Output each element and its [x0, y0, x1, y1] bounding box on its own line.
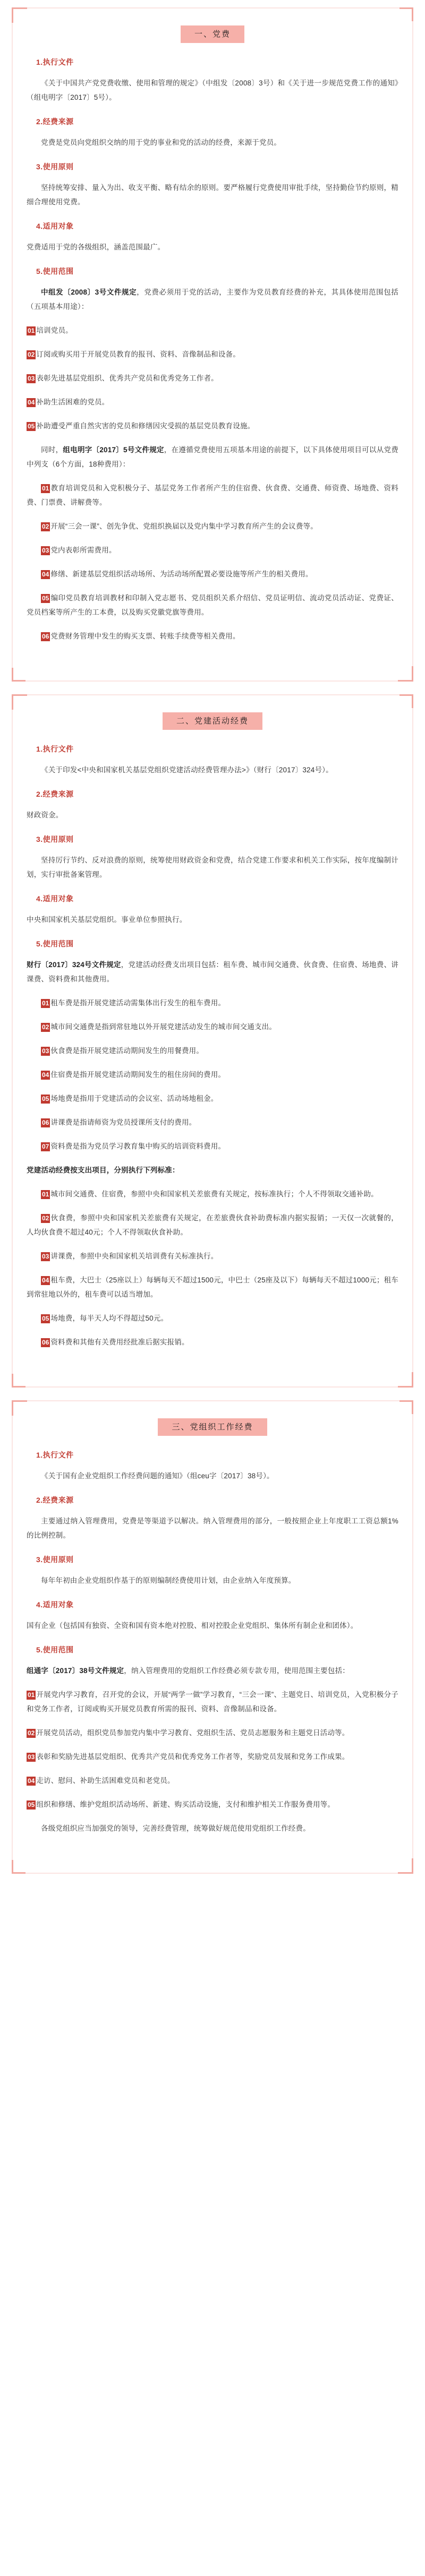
item-text: 编印党员教育培训教材和印制入党志愿书、党员组织关系介绍信、党员证明信、流动党员活动证、党费证、党员档案等所产生的工本费，以及购买党徽党旗等费用。	[27, 594, 398, 616]
document-reference: 中组发〔2008〕3号文件规定	[41, 288, 137, 296]
paragraph-text: 党费适用于党的各级组织，涵盖范围最广。	[27, 243, 165, 251]
body-paragraph	[27, 1469, 398, 1483]
paragraph-text: ，党费必须用于党的活动，主要作为党员教育经费的补充，其具体使用范围包括（五项基本用途）：	[27, 288, 399, 311]
item-text: 租车费是指开展党建活动需集体出行发生的租车费用。	[50, 999, 226, 1007]
body-paragraph	[27, 958, 398, 986]
card-corner-top-right	[400, 694, 413, 708]
section-title: 二、党建活动经费	[163, 712, 262, 730]
item-number-badge: 01	[42, 1000, 49, 1007]
item-text: 资料费和其他有关费用经批准后据实报销。	[50, 1338, 189, 1346]
item-text: 走访、慰问、补助生活困难党员和老党员。	[36, 1777, 175, 1785]
item-number-badge: 05	[28, 1801, 35, 1808]
card-bottom-spacer	[27, 1359, 398, 1373]
item-number-badge: 01	[28, 1691, 35, 1699]
item-text: 场地费是指用于党建活动的会议室、活动场地租金。	[50, 1095, 218, 1102]
body-paragraph	[27, 1618, 398, 1633]
item-text: 城市间交通费是指到常驻地以外开展党建活动发生的城市间交通支出。	[50, 1023, 277, 1031]
numbered-item	[27, 1335, 398, 1349]
sub-heading: 1.执行文件	[36, 745, 74, 753]
item-text: 讲课费是指请师资为党员授课所支付的费用。	[50, 1118, 197, 1126]
body-paragraph	[27, 135, 398, 150]
body-paragraph	[27, 443, 398, 471]
item-text: 表彰先进基层党组织、优秀共产党员和优秀党务工作者。	[36, 374, 218, 382]
numbered-item	[27, 1273, 398, 1302]
numbered-item	[27, 347, 398, 361]
sub-heading: 5.使用范围	[36, 940, 74, 948]
numbered-item	[27, 591, 398, 619]
numbered-item	[27, 1211, 398, 1239]
paragraph-text: 中央和国家机关基层党组织。事业单位参照执行。	[27, 916, 187, 924]
body-paragraph	[27, 763, 398, 777]
numbered-item	[27, 1115, 398, 1130]
paragraph-text: 《关于中国共产党党费收缴、使用和管理的规定》（中组发〔2008〕3号）和《关于进一步规范党费工作的通知》（组电明字〔2017〕5号）。	[27, 79, 398, 101]
card-corner-top-right	[400, 1400, 413, 1414]
item-text: 伙食费，参照中央和国家机关差旅费有关规定，在差旅费伙食补助费标准内据实报销；一天仅一次就餐的，人均伙食费不超过40元；个人不得领取伙食补助。	[27, 1214, 398, 1236]
item-number-badge: 06	[42, 1339, 49, 1346]
numbered-item	[27, 419, 398, 433]
numbered-item	[27, 371, 398, 385]
sub-heading: 4.适用对象	[36, 222, 74, 230]
item-number-badge: 02	[42, 1023, 49, 1031]
item-text: 补助遭受严重自然灾害的党员和修缮因灾受损的基层党员教育设施。	[36, 422, 255, 430]
paragraph-text: 坚持厉行节约、反对浪费的原则，统筹使用财政资金和党费，结合党建工作要求和机关工作实际，按年度编制计划，实行审批备案管理。	[27, 856, 398, 878]
item-text: 表彰和奖励先进基层党组织、优秀共产党员和优秀党务工作者等，奖励党员发展和党务工作成果。	[36, 1753, 350, 1761]
section-title: 三、党组织工作经费	[158, 1418, 267, 1436]
item-text: 开展党内学习教育，召开党的会议，开展“两学一做”学习教育，“三会一课”、主题党日、培训党员，入党积极分子和党务工作者，订阅或购买开展党员教育所需的报刊、资料、音像制品和设备。	[27, 1691, 398, 1713]
paragraph-text: 各级党组织应当加强党的领导，完善经费管理，统筹做好规范使用党组织工作经费。	[41, 1824, 310, 1832]
numbered-item	[27, 1067, 398, 1082]
section-title: 一、党费	[181, 25, 244, 43]
numbered-item	[27, 1187, 398, 1201]
item-number-badge: 07	[42, 1143, 49, 1150]
item-number-badge: 03	[42, 1253, 49, 1260]
item-number-badge: 02	[28, 351, 35, 358]
card-corner-bottom-left	[12, 668, 26, 682]
body-paragraph	[27, 912, 398, 927]
numbered-item	[27, 567, 398, 581]
item-number-badge: 05	[28, 423, 35, 430]
item-number-badge: 04	[42, 1071, 49, 1079]
item-number-badge: 02	[42, 1214, 49, 1222]
document-reference: 财行〔2017〕324号文件规定	[27, 961, 121, 969]
paragraph-text: 坚持统筹安排、量入为出、收支平衡、略有结余的原则。要严格履行党费使用审批手续，坚持勤俭节约原则，精细合理使用党费。	[27, 184, 398, 206]
section-card	[12, 7, 413, 682]
numbered-item	[27, 1311, 398, 1325]
numbered-item	[27, 1773, 398, 1788]
item-number-badge: 04	[42, 1277, 49, 1284]
item-text: 开展“三会一课”、创先争优、党组织换届以及党内集中学习教育所产生的会议费等。	[50, 522, 318, 530]
numbered-item	[27, 629, 398, 643]
item-number-badge: 03	[42, 1047, 49, 1055]
numbered-item	[27, 395, 398, 409]
sub-heading: 4.适用对象	[36, 1600, 74, 1609]
item-text: 党费财务管理中发生的购买支票、转账手续费等相关费用。	[50, 632, 240, 640]
body-paragraph	[27, 853, 398, 882]
numbered-item	[27, 1797, 398, 1812]
numbered-item	[27, 1139, 398, 1153]
item-text: 培训党员。	[36, 326, 73, 334]
document-reference: 党建活动经费按支出项目，分别执行下列标准：	[27, 1166, 180, 1174]
card-corner-top-right	[400, 7, 413, 21]
numbered-item	[27, 519, 398, 533]
sub-heading: 5.使用范围	[36, 267, 74, 275]
numbered-item	[27, 996, 398, 1010]
numbered-item	[27, 1726, 398, 1740]
section-banner-wrapper	[27, 712, 398, 730]
paragraph-text: 《关于印发<中央和国家机关基层党组织党建活动经费管理办法>》（财行〔2017〕324号）。	[41, 766, 333, 774]
document-reference: 组通字〔2017〕38号文件规定	[27, 1667, 124, 1675]
item-text: 讲课费，参照中央和国家机关培训费有关标准执行。	[50, 1252, 218, 1260]
paragraph-text: 主要通过纳入管理费用，党费是等渠道予以解决。纳入管理费用的部分，一般按照企业上年度职工工资总额1%的比例控制。	[27, 1517, 398, 1539]
sub-heading: 5.使用范围	[36, 1645, 74, 1654]
body-paragraph	[27, 76, 398, 105]
item-text: 党内表彰所需费用。	[50, 546, 116, 554]
section-banner-wrapper	[27, 1418, 398, 1436]
numbered-item	[27, 1750, 398, 1764]
item-number-badge: 05	[42, 1095, 49, 1102]
paragraph-text: ，纳入管理费用的党组织工作经费必须专款专用，使用范围主要包括：	[124, 1667, 350, 1675]
numbered-item	[27, 323, 398, 338]
item-text: 订阅或购买用于开展党员教育的报刊、资料、音像制品和设备。	[36, 350, 240, 358]
section-card	[12, 694, 413, 1388]
paragraph-text: 《关于国有企业党组织工作经费问题的通知》（组ceu字〔2017〕38号）。	[41, 1472, 274, 1480]
numbered-item	[27, 1044, 398, 1058]
body-paragraph	[27, 1573, 398, 1588]
item-text: 资料费是指为党员学习教育集中购买的培训资料费用。	[50, 1142, 226, 1150]
item-number-badge: 03	[28, 1753, 35, 1761]
sub-heading: 2.经费来源	[36, 790, 74, 798]
sub-heading: 4.适用对象	[36, 894, 74, 903]
sub-heading: 1.执行文件	[36, 1451, 74, 1459]
paragraph-text: 每年年初由企业党组织作基于的原则编制经费使用计划，由企业纳入年度预算。	[41, 1576, 296, 1584]
item-number-badge: 02	[42, 523, 49, 530]
item-number-badge: 03	[28, 375, 35, 382]
paragraph-text: ，党建活动经费支出项目包括：租车费、城市间交通费、伙食费、住宿费、场地费、讲课费、资料费和其他费用。	[27, 961, 398, 983]
numbered-item	[27, 543, 398, 557]
item-text: 教育培训党员和入党积极分子、基层党务工作者所产生的住宿费、伙食费、交通费、师资费、场地费、资料费、门票费、讲解费等。	[27, 484, 398, 506]
item-text: 组织和修缮、维护党组织活动场所、新建、购买活动设施，支付和维护相关工作服务费用等。	[36, 1800, 335, 1808]
sub-heading: 3.使用原则	[36, 1555, 74, 1564]
item-text: 开展党员活动，组织党员参加党内集中学习教育、党组织生活、党员志愿服务和主题党日活动等。	[36, 1729, 350, 1737]
item-number-badge: 01	[28, 327, 35, 334]
paragraph-text: 国有企业（包括国有独资、全资和国有资本绝对控股、相对控股企业党组织、集体所有制企业和团体）。	[27, 1622, 358, 1630]
item-text: 住宿费是指开展党建活动期间发生的租住房间的费用。	[50, 1071, 226, 1079]
section-banner-wrapper	[27, 25, 398, 43]
item-number-badge: 04	[28, 399, 35, 406]
item-number-badge: 05	[42, 595, 49, 602]
body-paragraph	[27, 1664, 398, 1678]
body-paragraph	[27, 1514, 398, 1543]
numbered-item	[27, 1687, 398, 1716]
body-paragraph	[27, 1821, 398, 1836]
item-text: 补助生活困难的党员。	[36, 398, 109, 406]
sub-heading: 2.经费来源	[36, 1496, 74, 1504]
body-paragraph	[27, 1163, 398, 1177]
card-corner-bottom-left	[12, 1860, 26, 1874]
body-paragraph	[27, 180, 398, 209]
item-number-badge: 02	[28, 1729, 35, 1737]
body-paragraph	[27, 285, 398, 314]
sub-heading: 2.经费来源	[36, 117, 74, 126]
item-number-badge: 05	[42, 1315, 49, 1322]
item-number-badge: 06	[42, 1119, 49, 1126]
item-text: 租车费，大巴士（25座以上）每辆每天不超过1500元，中巴士（25座及以下）每辆每天不超过1000元；租车到常驻地以外的，租车费可以适当增加。	[27, 1276, 398, 1298]
item-number-badge: 01	[42, 485, 49, 492]
card-bottom-spacer	[27, 1845, 398, 1859]
item-text: 城市间交通费、住宿费，参照中央和国家机关差旅费有关规定，按标准执行；个人不得领取交通补助。	[50, 1190, 378, 1198]
paragraph-text: 党费是党员向党组织交纳的用于党的事业和党的活动的经费，来源于党员。	[41, 139, 282, 147]
sub-heading: 3.使用原则	[36, 835, 74, 843]
sub-heading: 1.执行文件	[36, 58, 74, 66]
section-card	[12, 1400, 413, 1874]
card-bottom-spacer	[27, 653, 398, 667]
item-text: 修缮、新建基层党组织活动场所、为活动场所配置必要设施等所产生的相关费用。	[50, 570, 313, 578]
body-paragraph	[27, 808, 398, 822]
item-number-badge: 04	[28, 1777, 35, 1785]
document-reference: 组电明字〔2017〕5号文件规定	[63, 446, 164, 454]
item-number-badge: 04	[42, 571, 49, 578]
paragraph-text: 财政资金。	[27, 811, 63, 819]
item-text: 场地费，每半天人均不得超过50元。	[50, 1314, 168, 1322]
numbered-item	[27, 1091, 398, 1106]
numbered-item	[27, 1249, 398, 1263]
item-text: 伙食费是指开展党建活动期间发生的用餐费用。	[50, 1047, 204, 1055]
numbered-item	[27, 481, 398, 510]
paragraph-prefix: 同时，	[41, 446, 63, 454]
item-number-badge: 03	[42, 547, 49, 554]
paragraph-text: ，在遵循党费使用五项基本用途的前提下，以下具体使用项目可以从党费中列支（6个方面，18种费用）：	[27, 446, 398, 468]
item-number-badge: 01	[42, 1191, 49, 1198]
card-corner-bottom-left	[12, 1374, 26, 1388]
sub-heading: 3.使用原则	[36, 162, 74, 171]
body-paragraph	[27, 240, 398, 254]
item-number-badge: 06	[42, 633, 49, 640]
numbered-item	[27, 1020, 398, 1034]
